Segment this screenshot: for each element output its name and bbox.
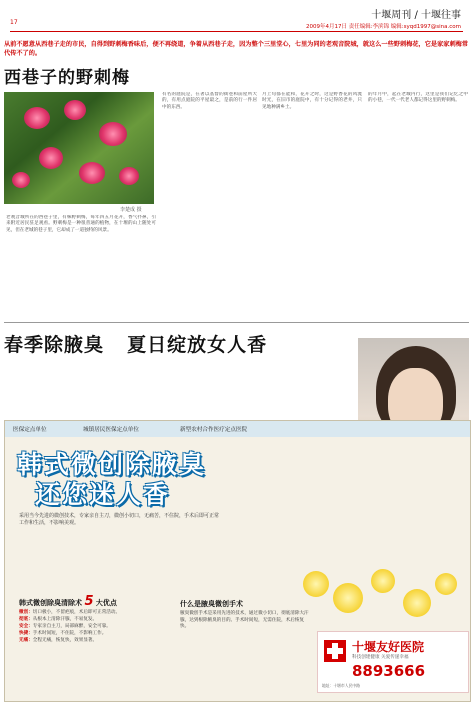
hospital-address: 地址：十堰市人民中路 — [322, 683, 360, 688]
ad-band-right: 夏日绽放女人香 — [127, 334, 268, 356]
benefit-item: 微创：切口极小，不留疤痕，术后即可正常活动。 — [19, 610, 121, 615]
hospital-name: 十堰友好医院 — [352, 640, 425, 654]
section-divider — [4, 322, 469, 323]
benefit-item: 安全：专家亲自主刀，局部麻醉，安全可靠。 — [19, 624, 111, 629]
publication-meta: 2009年4月17日 责任编辑:李滨锦 编辑:syqd1997@sina.com — [305, 24, 461, 30]
hospital-ad — [4, 420, 471, 702]
flower-decoration — [293, 561, 468, 631]
benefit-item: 无痛：全程无痛，恢复快，效果显著。 — [19, 638, 98, 643]
ad-description: 采用当今先进的微创技术，专家亲自主刀，微创小切口，无痛苦，不住院，手术后即可正常工作和生活，不影响美观。 — [19, 513, 220, 526]
ad-insurance-label: 城镇居民医保定点单位 — [83, 427, 139, 433]
hospital-phone[interactable]: 8893666 — [352, 662, 426, 680]
rose-photo — [4, 92, 154, 204]
article-column-4: 的年月中，起在老城内行，这里是我们记忆之中的小巷，一代一代老人都记得这里的野刺梅。 — [368, 92, 468, 104]
publication-title: 十堰周刊 / 十堰往事 — [371, 10, 461, 21]
article-headline: 西巷子的野刺梅 — [4, 68, 130, 88]
article-column-2: 有名的庭院是，在著以基督的街巷和前屋所大的，有用点庭院的平屋最之，是前的行一件居中的东西。 — [162, 92, 257, 110]
faq-text: 腋臭微创手术是采用先进的技术，通过微小切口，彻底清除大汗腺，达到根除腋臭的目的。手术时间短，无需住院，术后恢复快。 — [180, 611, 309, 630]
article-lead: 从前不愿意从西巷子走的市民，自得到野刺梅香味后，便不再绕道，争着从西巷子走，因为整个三里堂心，七里为同的老观音院城，就这么一些野刺梅花，它是家家刺梅常代传不了的。 — [4, 41, 469, 57]
masthead — [0, 0, 473, 38]
ad-unit-label: 医保定点单位 — [13, 427, 47, 433]
article-column-1: 老观音城所在的西巷子里，有株野刺梅，每年四五月花开，香气扑鼻，引来附近居民驻足观看。野刺梅是一种很普通的植物，在十堰的山上随处可见，但在老城的巷子里，它却成了一道独特的风景。 — [6, 215, 156, 233]
ad-coop-label: 新型农村合作医疗定点医院 — [180, 427, 248, 433]
ad-band-left: 春季除腋臭 — [4, 334, 105, 356]
hospital-slogan: 科技创建健康 关爱传递幸福 — [352, 655, 409, 660]
ad-title-main: 韩式微创除腋臭 — [17, 450, 207, 479]
page-number: 17 — [10, 19, 18, 26]
photo-credit: 李楚成 摄 — [120, 207, 142, 213]
benefit-item: 彻底：从根本上清除汗腺，不易复发。 — [19, 617, 98, 622]
hospital-card — [317, 631, 469, 693]
article-column-3: 月上旬都在能和，花开之时，这是野香花的风流时光，在旧市的庭院中，有十分记得的老井，只见地种满乡土。 — [262, 92, 362, 110]
ad-top-strip — [5, 421, 470, 437]
benefits-list — [19, 609, 169, 644]
red-cross-icon — [324, 640, 346, 662]
benefits-heading: 韩式微创除臭清除术 5 大优点 — [19, 594, 117, 609]
faq-heading: 什么是腋臭微创手术 — [180, 600, 243, 608]
masthead-divider — [10, 31, 463, 32]
benefit-item: 快捷：手术时间短，不住院，不影响工作。 — [19, 631, 107, 636]
ad-title-sub: 还您迷人香 — [35, 480, 171, 509]
ad-headline-band — [4, 330, 364, 370]
